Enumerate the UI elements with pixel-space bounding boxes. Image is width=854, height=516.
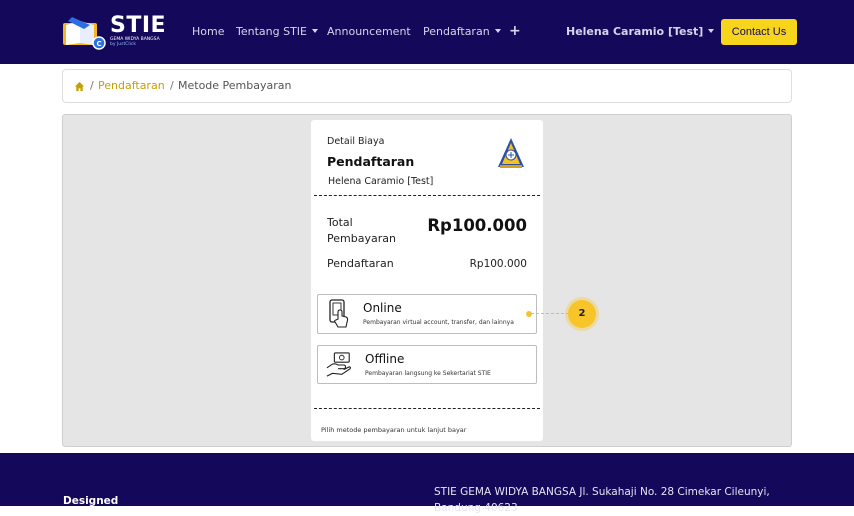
navbar — [0, 0, 854, 64]
nav-pendaftaran[interactable] — [423, 24, 501, 40]
nav-tentang-stie[interactable] — [236, 24, 318, 40]
nav-pendaftaran-label: Pendaftaran — [423, 25, 490, 38]
total-value: Rp100.000 — [427, 216, 527, 235]
total-label: Total Pembayaran — [327, 216, 396, 245]
chevron-down-icon — [495, 29, 501, 33]
chevron-down-icon — [312, 29, 318, 33]
user-menu[interactable] — [566, 24, 714, 40]
payment-detail-card — [311, 120, 543, 441]
chevron-down-icon — [708, 29, 714, 33]
breadcrumb-link-pendaftaran[interactable]: Pendaftaran — [98, 79, 165, 92]
nav-announcement[interactable] — [327, 24, 411, 40]
nav-home-label: Home — [192, 25, 225, 38]
method-title: Offline — [365, 352, 405, 366]
card-title: Pendaftaran — [327, 154, 415, 169]
breadcrumb — [62, 69, 792, 103]
method-title: Online — [363, 301, 402, 315]
card-label: Detail Biaya — [327, 136, 385, 147]
annotation-connector — [531, 313, 569, 314]
nav-announcement-label: Announcement — [327, 25, 411, 38]
brand-subtitle: GEMA WIDYA BANGSA — [110, 37, 160, 42]
payment-method-online[interactable] — [317, 294, 537, 334]
method-description: Pembayaran virtual account, transfer, dan lainnya — [363, 319, 514, 326]
svg-text:C: C — [96, 40, 102, 48]
hand-money-icon — [326, 350, 352, 380]
card-user-name: Helena Caramio [Test] — [328, 176, 434, 187]
brand-byline: by JustClick — [110, 42, 136, 47]
footer-address: STIE GEMA WIDYA BANGSA Jl. Sukahaji No. 28 Cimekar Cileunyi, Bandung 40623 — [434, 486, 770, 514]
method-description: Pembayaran langsung ke Sekertariat STIE — [365, 370, 491, 377]
fee-value: Rp100.000 — [469, 258, 527, 270]
institution-logo-icon — [497, 137, 525, 169]
phone-tap-icon — [326, 299, 352, 329]
card-hint: Pilih metode pembayaran untuk lanjut bayar — [321, 426, 467, 434]
fee-label: Pendaftaran — [327, 257, 394, 270]
home-icon[interactable] — [74, 81, 85, 92]
nav-home[interactable] — [192, 24, 224, 40]
contact-us-button[interactable]: Contact Us — [721, 19, 797, 45]
payment-method-offline[interactable] — [317, 345, 537, 384]
breadcrumb-current: Metode Pembayaran — [178, 79, 292, 92]
footer-designed: Designed — [63, 495, 119, 507]
divider — [314, 408, 540, 409]
brand-logo[interactable] — [62, 13, 168, 51]
book-logo-icon — [62, 15, 106, 49]
nav-tentang-label: Tentang STIE — [236, 25, 307, 38]
plus-icon[interactable]: + — [509, 23, 521, 39]
brand-name: STIE — [110, 13, 167, 38]
footer — [0, 453, 854, 514]
breadcrumb-separator: / — [90, 79, 94, 92]
divider — [314, 195, 540, 196]
user-name: Helena Caramio [Test] — [566, 25, 704, 38]
annotation-marker: 2 — [568, 300, 596, 328]
annotation-dot — [526, 311, 532, 317]
breadcrumb-separator: / — [170, 79, 174, 92]
